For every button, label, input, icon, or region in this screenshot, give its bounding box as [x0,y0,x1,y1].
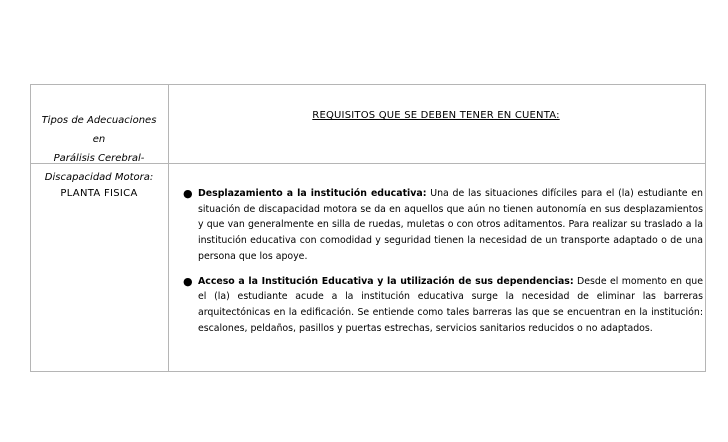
requirements-header: REQUISITOS QUE SE DEBEN TENER EN CUENTA: [312,110,560,121]
header-left-line: Discapacidad Motora: [44,172,154,183]
item-title: Acceso a la Institución Educativa y la utilización de sus dependencias: [198,275,574,287]
bullet-icon: ● [183,187,193,200]
adaptation-type-header [35,111,163,187]
bullet-icon: ● [183,274,193,288]
list-item [181,274,703,337]
item-text: Desde el momento en que el (la) estudiante acude a la institución educativa surge la necesidad de eliminar las barreras arquitectónicas en la edificación. Se entiende como tales barreras las que se encuentran en la institución: escalones, peldaños, pasillos y puertas estrechas, servicios sanitarios reducidos o no adaptados. [198,275,703,334]
header-left-line: Parálisis Cerebral- [53,153,145,164]
list-item [181,186,703,265]
item-text: Una de las situaciones difíciles para el (la) estudiante en situación de discapacidad motora se da en aquellos que aún no tienen autonomía en sus desplazamientos y que van generalmente en silla de ruedas, muletas o con otros aditamentos. Para realizar su traslado a la institución educativa con comodidad y seguridad tienen la necesidad de un transporte adaptado o de una persona que los apoye. [198,188,703,262]
requirements-list [181,186,703,345]
item-title: Desplazamiento a la institución educativa: [198,188,427,199]
requirements-table [30,84,706,372]
category-cell: PLANTA FISICA [60,188,138,199]
column-divider [168,85,169,371]
header-left-line: Tipos de Adecuaciones en [41,115,157,145]
